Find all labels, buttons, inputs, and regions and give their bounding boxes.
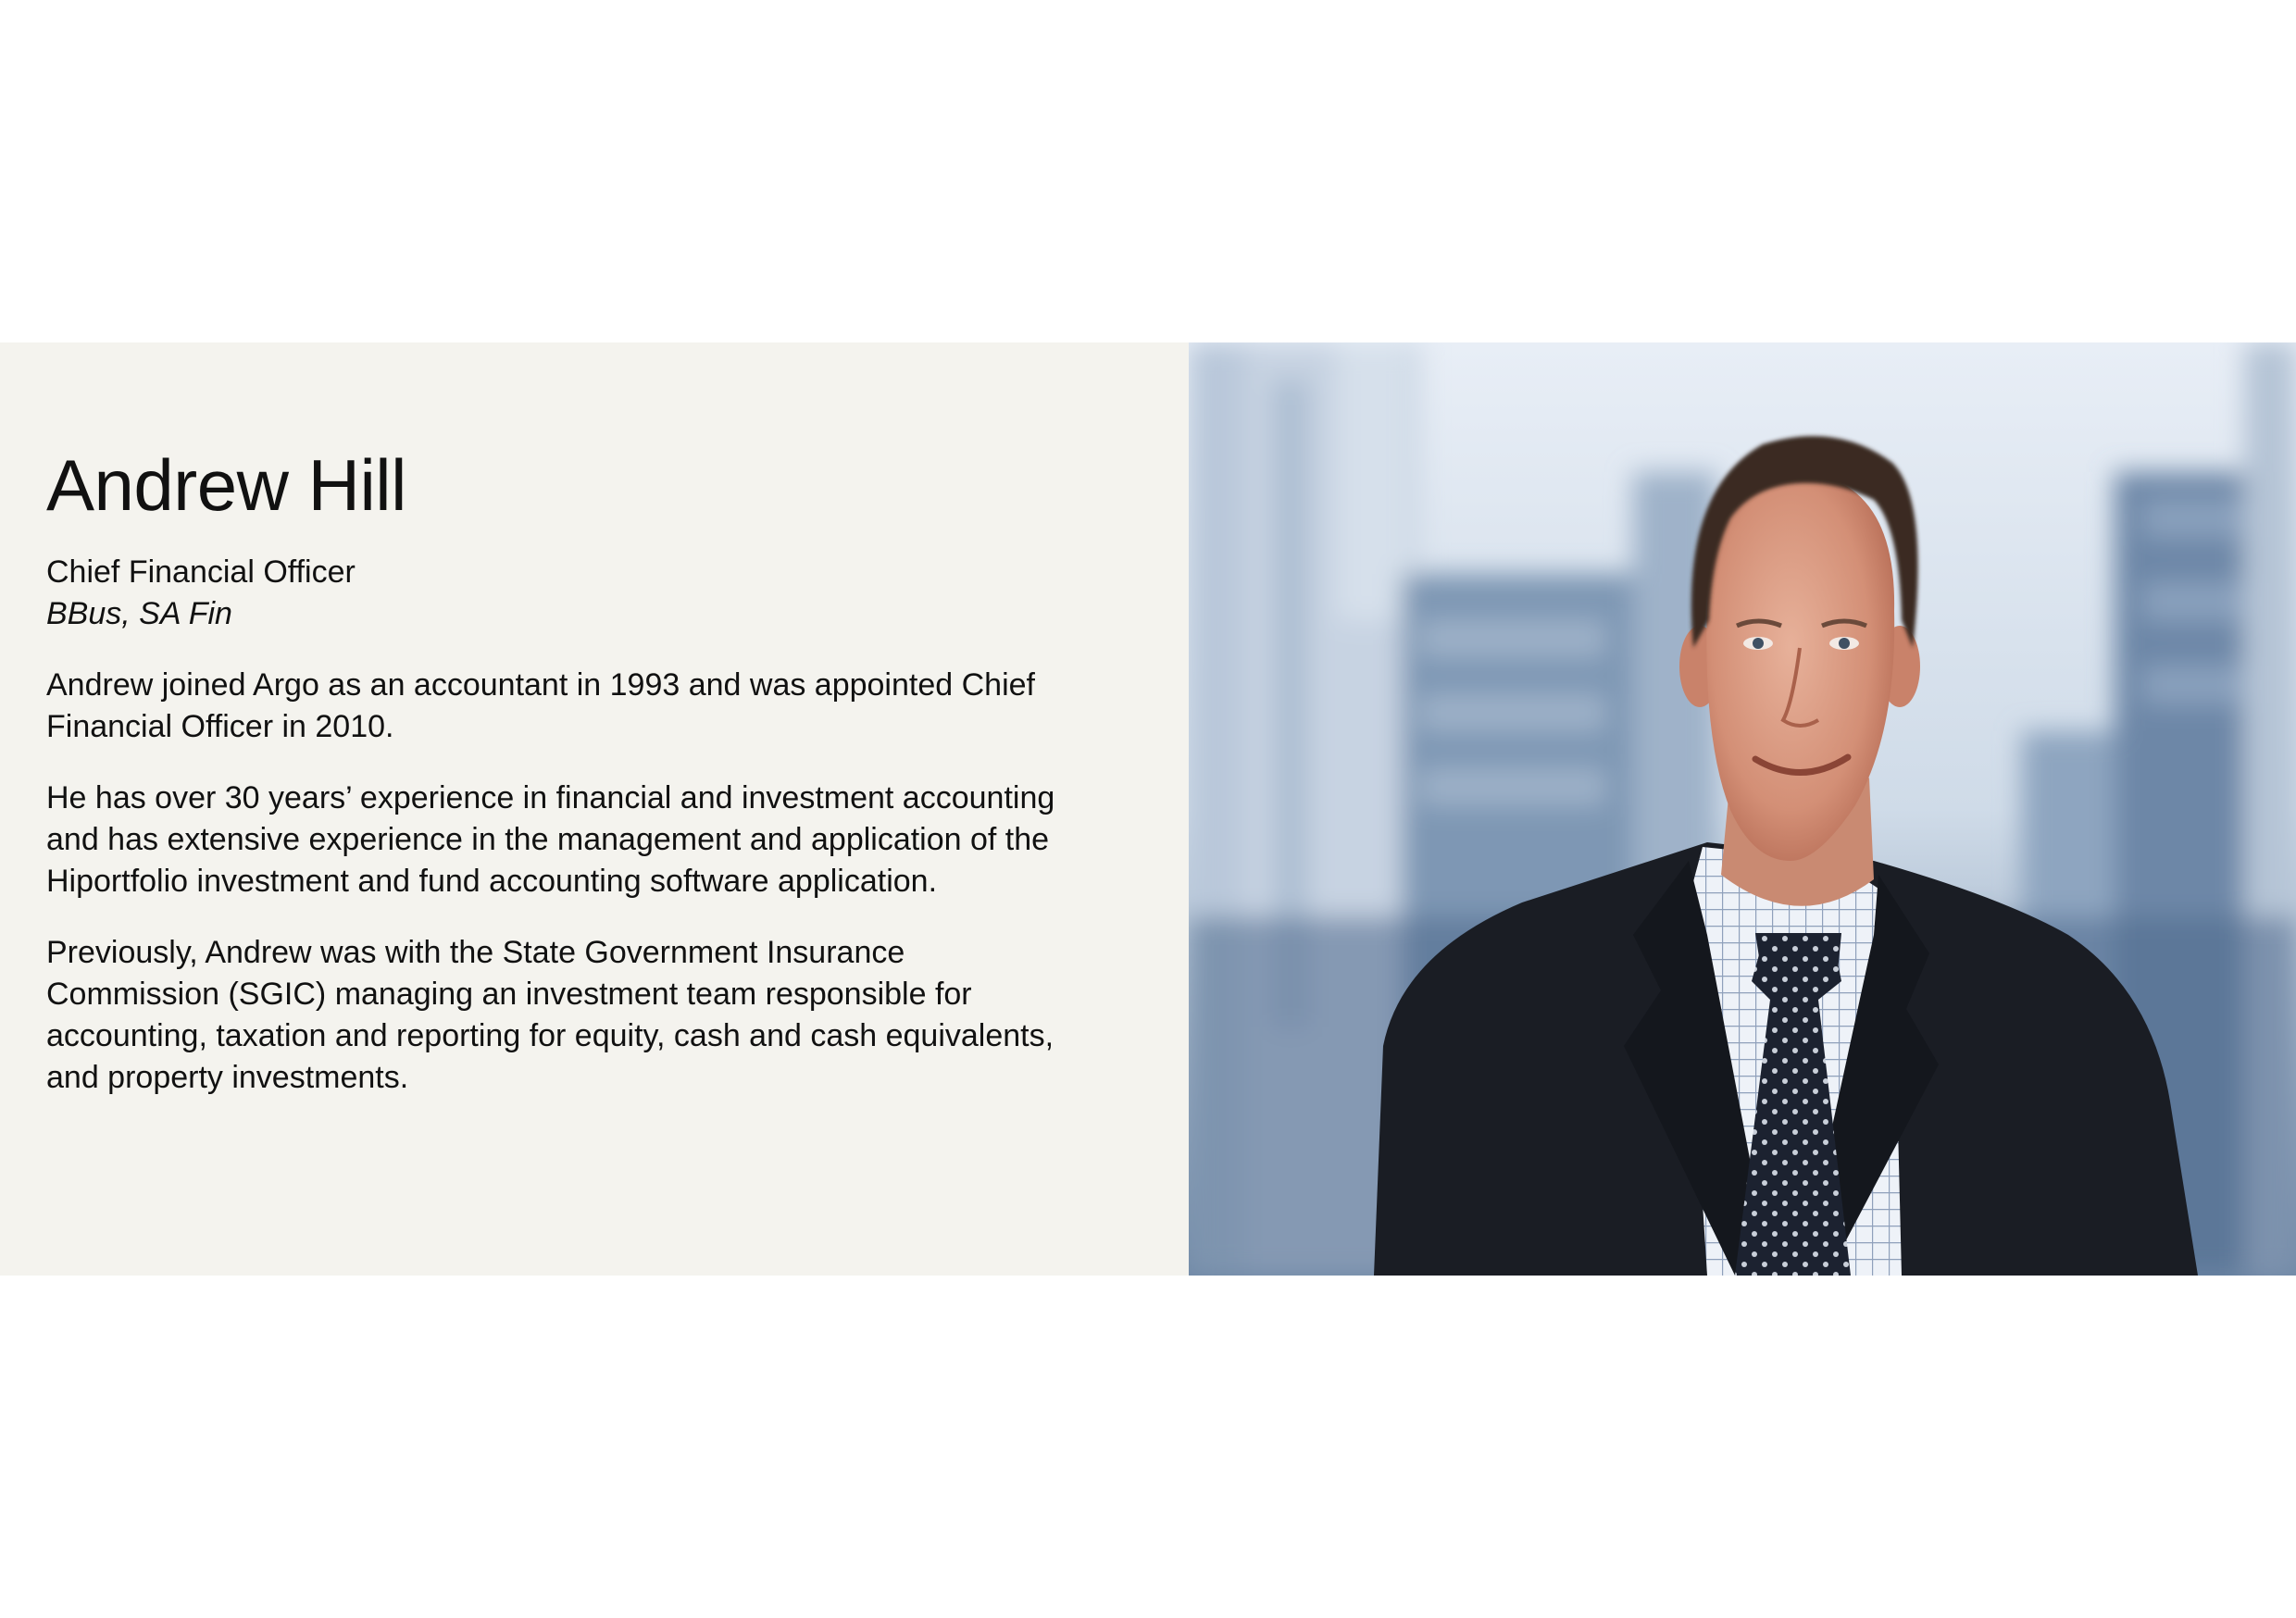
member-qualifications: BBus, SA Fin [46, 595, 232, 631]
bio-paragraph: He has over 30 years’ experience in financial and investment accounting and has extensive experience in the management and application of the Hiportfolio investment and fund accounting software application. [46, 779, 1055, 899]
team-member-card [0, 342, 2296, 1276]
portrait-photo [1189, 342, 2296, 1276]
bio-panel [0, 342, 1189, 1276]
bio-paragraph: Previously, Andrew was with the State Government Insurance Commission (SGIC) managing an investment team responsible for accounting, taxation and reporting for equity, cash and cash equivalents, and property investments. [46, 934, 1054, 1095]
member-role: Chief Financial Officer [46, 554, 356, 590]
member-name: Andrew Hill [46, 444, 406, 526]
portrait-illustration [1189, 342, 2296, 1276]
bio-paragraph: Andrew joined Argo as an accountant in 1993 and was appointed Chief Financial Officer in 2010. [46, 666, 1035, 744]
